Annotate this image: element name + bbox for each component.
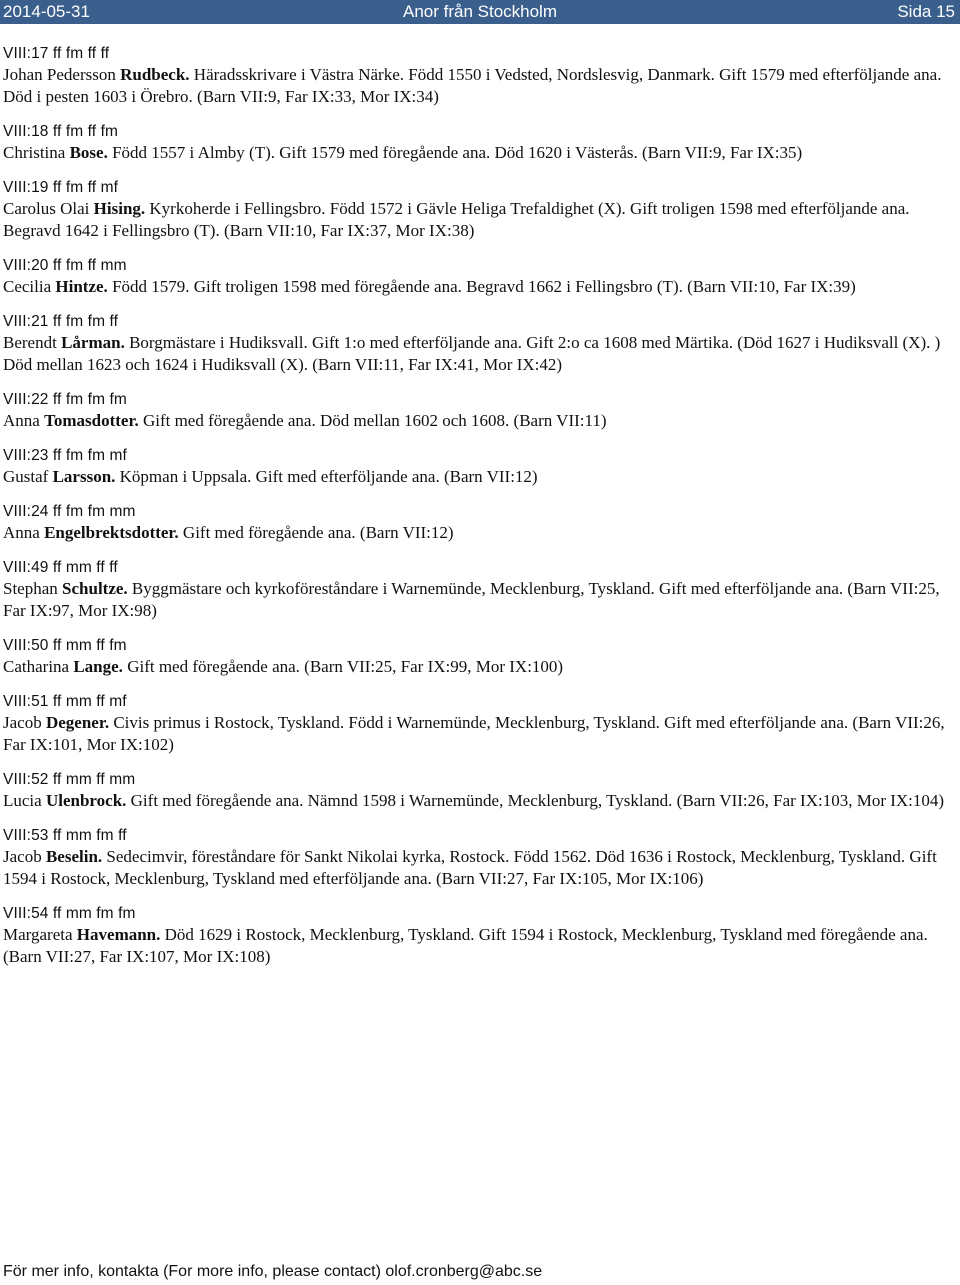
ancestor-description [3,332,953,376]
ancestor-entry [3,826,953,890]
biography: Borgmästare i Hudiksvall. Gift 1:o med efterföljande ana. Gift 2:o ca 1608 med Märtika. (Död 1627 i Hudiksvall (X). ) Död mellan 1623 och 1624 i Hudiksvall (X). (Barn VII:11, Far IX:41, Mor IX:42) [3,333,941,374]
ancestor-entry [3,390,953,432]
ancestor-description [3,578,953,622]
biography: Död 1629 i Rostock, Mecklenburg, Tyskland. Gift 1594 i Rostock, Mecklenburg, Tyskland med föregående ana. (Barn VII:27, Far IX:107, Mor IX:108) [3,925,928,966]
ancestor-entry [3,178,953,242]
given-name: Jacob [3,847,46,866]
given-name: Johan Pedersson [3,65,121,84]
given-name: Gustaf [3,467,53,486]
ancestor-entry [3,904,953,968]
ancestor-description [3,198,953,242]
surname: Beselin. [45,847,103,866]
ancestor-entry [3,770,953,812]
surname: Lårman. [61,333,125,352]
biography: Född 1579. Gift troligen 1598 med föregående ana. Begravd 1662 i Fellingsbro (T). (Barn VII:10, Far IX:39) [107,277,856,296]
biography: Civis primus i Rostock, Tyskland. Född i Warnemünde, Mecklenburg, Tyskland. Gift med efterföljande ana. (Barn VII:26, Far IX:101, Mor IX:102) [3,713,945,754]
ancestor-code: VIII:23 ff fm fm mf [3,447,127,464]
ancestor-entry [3,312,953,376]
given-name: Berendt [3,333,62,352]
ancestor-description [3,846,953,890]
given-name: Carolus Olai [3,199,94,218]
surname: Degener. [45,713,110,732]
ancestor-code: VIII:51 ff mm ff mf [3,693,127,710]
surname: Tomasdotter. [44,411,139,430]
ancestor-entry [3,44,953,108]
surname: Lange. [73,657,123,676]
given-name: Anna [3,411,45,430]
surname: Schultze. [62,579,128,598]
ancestor-description [3,790,953,812]
ancestor-code: VIII:21 ff fm fm ff [3,313,119,330]
surname: Hising. [93,199,146,218]
surname: Larsson. [52,467,116,486]
surname: Engelbrektsdotter. [44,523,179,542]
surname: Ulenbrock. [45,791,127,810]
given-name: Catharina [3,657,74,676]
ancestor-code: VIII:22 ff fm fm fm [3,391,127,408]
ancestor-code: VIII:53 ff mm fm ff [3,827,127,844]
ancestor-code: VIII:54 ff mm fm fm [3,905,136,922]
biography: Sedecimvir, föreståndare för Sankt Nikolai kyrka, Rostock. Född 1562. Död 1636 i Rostock, Mecklenburg, Tyskland. Gift 1594 i Rostock, Mecklenburg, Tyskland med efterföljande ana. (Barn VII:27, Far IX:105, Mor IX:106) [3,847,937,888]
biography: Byggmästare och kyrkoföreståndare i Warnemünde, Mecklenburg, Tyskland. Gift med efterföljande ana. (Barn VII:25, Far IX:97, Mor IX:98) [3,579,940,620]
ancestor-description [3,276,953,298]
header-date: 2014-05-31 [3,2,90,21]
ancestor-code: VIII:24 ff fm fm mm [3,503,136,520]
given-name: Jacob [3,713,46,732]
header-title: Anor från Stockholm [402,2,557,21]
given-name: Stephan [3,579,63,598]
ancestor-code: VIII:20 ff fm ff mm [3,257,127,274]
ancestor-entry [3,636,953,678]
ancestor-list [3,44,953,982]
ancestor-code: VIII:19 ff fm ff mf [3,179,119,196]
given-name: Margareta [3,925,77,944]
ancestor-code: VIII:52 ff mm ff mm [3,771,136,788]
ancestor-entry [3,446,953,488]
given-name: Cecilia [3,277,56,296]
biography: Kyrkoherde i Fellingsbro. Född 1572 i Gävle Heliga Trefaldighet (X). Gift troligen 1598 med efterföljande ana. Begravd 1642 i Fellingsbro (T). (Barn VII:10, Far IX:37, Mor IX:38) [3,199,910,240]
biography: Gift med föregående ana. (Barn VII:25, Far IX:99, Mor IX:100) [122,657,564,676]
ancestor-description [3,64,953,108]
surname: Rudbeck. [120,65,190,84]
ancestor-description [3,142,953,164]
given-name: Lucia [3,791,46,810]
biography: Född 1557 i Almby (T). Gift 1579 med föregående ana. Död 1620 i Västerås. (Barn VII:9, Far IX:35) [107,143,803,162]
ancestor-entry [3,256,953,298]
ancestor-description [3,410,953,432]
ancestor-entry [3,692,953,756]
ancestor-entry [3,122,953,164]
given-name: Christina [3,143,70,162]
ancestor-description [3,924,953,968]
page-header [0,0,960,24]
ancestor-entry [3,502,953,544]
given-name: Anna [3,523,45,542]
ancestor-code: VIII:49 ff mm ff ff [3,559,118,576]
surname: Havemann. [76,925,161,944]
biography: Gift med föregående ana. (Barn VII:12) [178,523,454,542]
biography: Gift med föregående ana. Död mellan 1602 och 1608. (Barn VII:11) [138,411,607,430]
ancestor-code: VIII:18 ff fm ff fm [3,123,119,140]
biography: Häradsskrivare i Västra Närke. Född 1550 i Vedsted, Nordslesvig, Danmark. Gift 1579 med efterföljande ana. Död i pesten 1603 i Örebro. (Barn VII:9, Far IX:33, Mor IX:34) [3,65,942,106]
page-footer: För mer info, kontakta (For more info, please contact) olof.cronberg@abc.se [3,1263,543,1280]
ancestor-description [3,656,953,678]
ancestor-description [3,466,953,488]
ancestor-description [3,522,953,544]
ancestor-code: VIII:17 ff fm ff ff [3,45,110,62]
ancestor-code: VIII:50 ff mm ff fm [3,637,127,654]
biography: Köpman i Uppsala. Gift med efterföljande ana. (Barn VII:12) [115,467,538,486]
ancestor-entry [3,558,953,622]
surname: Hintze. [55,277,108,296]
header-page-number: Sida 15 [897,2,955,21]
surname: Bose. [69,143,108,162]
ancestor-description [3,712,953,756]
biography: Gift med föregående ana. Nämnd 1598 i Warnemünde, Mecklenburg, Tyskland. (Barn VII:26, Far IX:103, Mor IX:104) [126,791,945,810]
